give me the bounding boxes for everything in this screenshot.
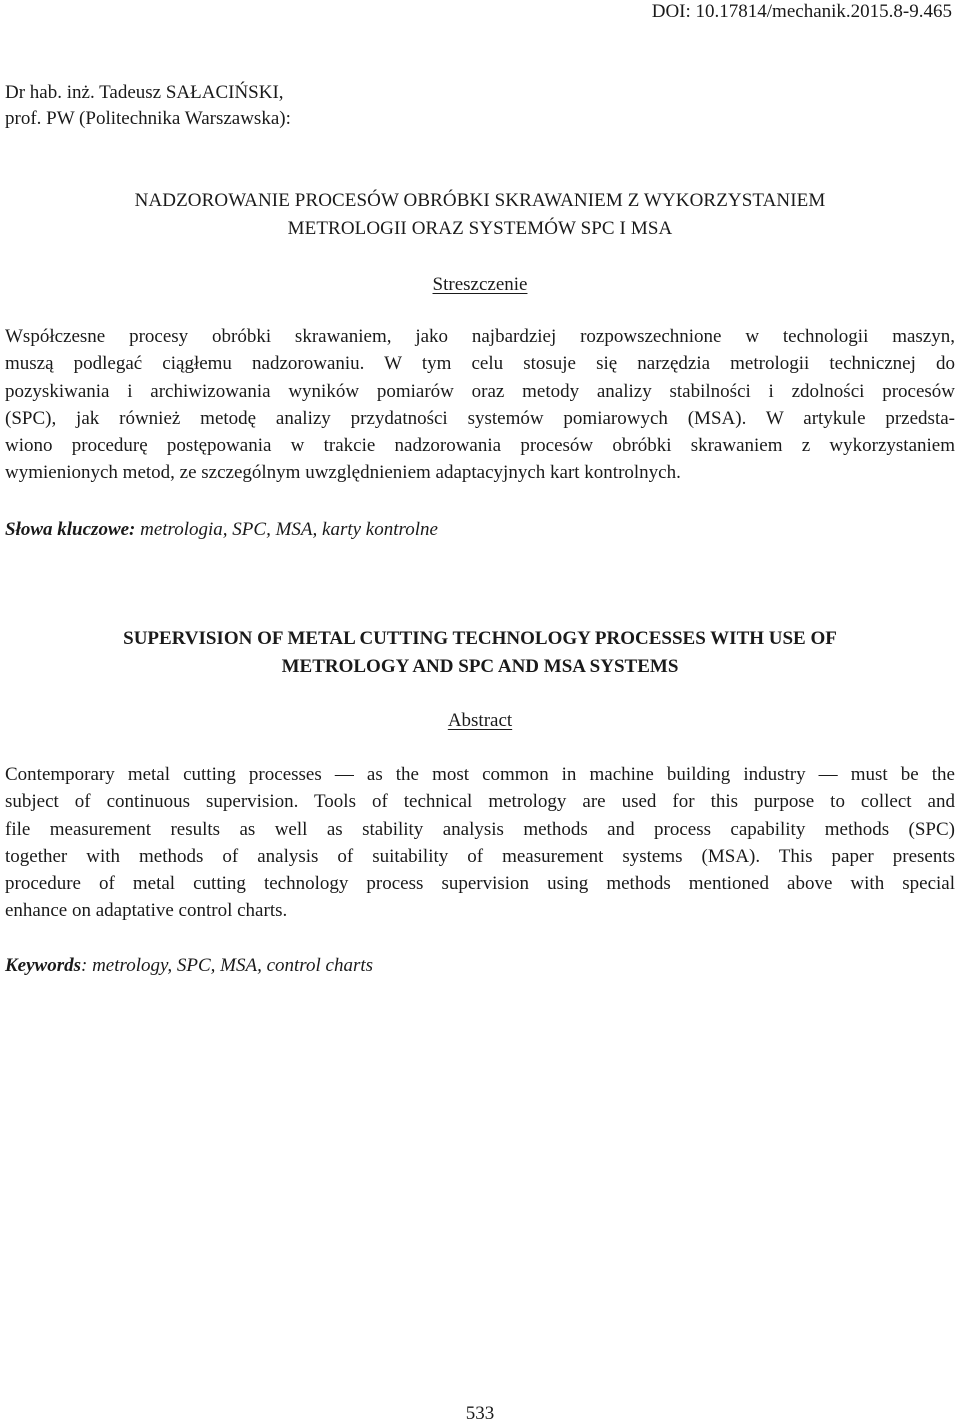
title-polish-line: METROLOGII ORAZ SYSTEMÓW SPC I MSA [287, 218, 673, 239]
abstract-english-line: file measurement results as well as stability analysis methods and process capability methods (SPC) [5, 818, 955, 840]
author-name: Dr hab. inż. Tadeusz SAŁACIŃSKI, [5, 82, 284, 103]
title-polish [0, 187, 960, 243]
title-english-line: SUPERVISION OF METAL CUTTING TECHNOLOGY PROCESSES WITH USE OF [123, 628, 837, 649]
abstract-polish-line: muszą podlegać ciągłemu nadzorowaniu. W tym celu stosuje się narzędzia metrologii technicznej do [5, 353, 955, 375]
keywords-polish-label: Słowa kluczowe: [5, 519, 136, 540]
page-number: 533 [465, 1403, 495, 1424]
keywords-polish-values: metrologia, SPC, MSA, karty kontrolne [135, 519, 438, 540]
keywords-polish [5, 517, 438, 543]
abstract-english [5, 761, 955, 925]
abstract-polish-line: Współczesne procesy obróbki skrawaniem, jako najbardziej rozpowszechnione w technologii maszyn, [5, 326, 955, 347]
abstract-polish-line: (SPC), jak również metodę analizy przydatności systemów pomiarowych (MSA). W artykule przedsta- [5, 407, 955, 429]
keywords-english-label: Keywords [5, 955, 81, 976]
title-english-line: METROLOGY AND SPC AND MSA SYSTEMS [281, 656, 679, 677]
title-polish-line: NADZOROWANIE PROCESÓW OBRÓBKI SKRAWANIEM Z WYKORZYSTANIEM [134, 190, 826, 211]
author-block [5, 80, 291, 132]
abstract-polish-line: pozyskiwania i archiwizowania wyników pomiarów oraz metody analizy stabilności i zdolności procesów [5, 380, 955, 402]
abstract-english-line: together with methods of analysis of suitability of measurement systems (MSA). This paper presents [5, 845, 955, 867]
abstract-polish-line: wymienionych metod, ze szczególnym uwzględnieniem adaptacyjnych kart kontrolnych. [5, 462, 681, 484]
abstract-heading-english: Abstract [447, 710, 513, 731]
abstract-english-line: Contemporary metal cutting processes — as the most common in machine building industry — must be the [5, 764, 955, 785]
title-english [0, 625, 960, 681]
keywords-english [5, 953, 373, 979]
abstract-polish [5, 323, 955, 487]
abstract-english-line: enhance on adaptative control charts. [5, 900, 288, 922]
abstract-english-line: procedure of metal cutting technology process supervision using methods mentioned above with special [5, 873, 955, 895]
author-affiliation: prof. PW (Politechnika Warszawska): [5, 108, 291, 129]
abstract-english-line: subject of continuous supervision. Tools of technical metrology are used for this purpose to collect and [5, 791, 955, 813]
abstract-polish-line: wiono procedurę postępowania w trakcie nadzorowania procesów obróbki skrawaniem z wykorzystaniem [5, 435, 955, 457]
abstract-heading-polish: Streszczenie [432, 274, 528, 295]
doi-header: DOI: 10.17814/mechanik.2015.8-9.465 [651, 1, 952, 22]
keywords-english-values: : metrology, SPC, MSA, control charts [81, 955, 374, 976]
